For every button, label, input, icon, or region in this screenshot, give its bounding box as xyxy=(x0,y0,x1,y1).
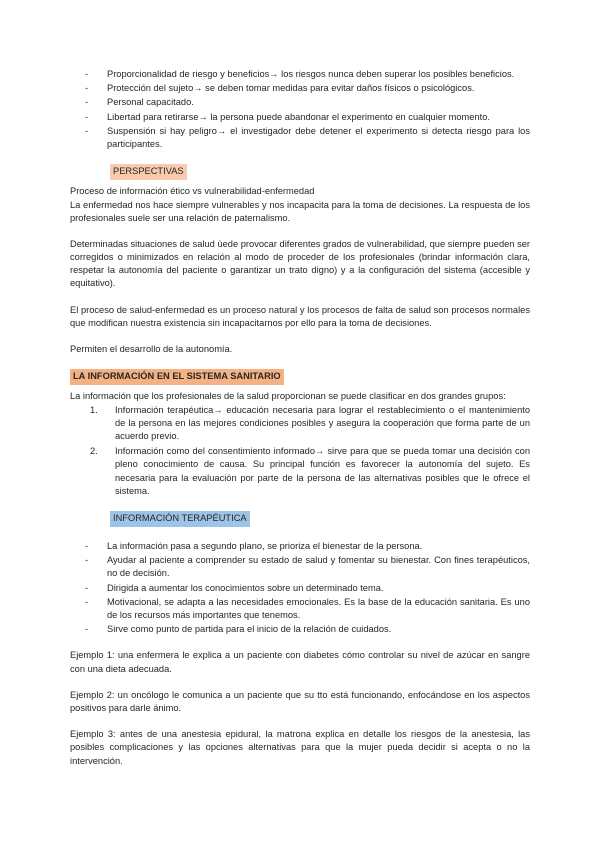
list-item xyxy=(70,623,530,636)
paragraph: Permiten el desarrollo de la autonomía. xyxy=(70,344,233,354)
list-item xyxy=(70,96,530,109)
info-terapeutica-list xyxy=(70,540,530,636)
item-number: 1. xyxy=(90,404,98,415)
list-item-text: Suspensión si hay peligro→ el investigador debe detener el experimento si detecta riesgo para los participantes. xyxy=(107,125,530,149)
list-item xyxy=(70,540,530,553)
list-item-text: Ayudar al paciente a comprender su estado de salud y fomentar su bienestar. Con fines terapéuticos, no de decisión. xyxy=(107,555,530,579)
list-item xyxy=(70,554,530,580)
sistema-sanitario-intro: La información que los profesionales de la salud proporcionan se puede clasificar en dos grandes grupos: xyxy=(70,391,506,402)
numbered-item xyxy=(70,445,530,498)
list-item-text: Protección del sujeto→ se deben tomar medidas para evitar daños físicos o psicológicos. xyxy=(107,83,475,94)
list-item-text: Sirve como punto de partida para el inicio de la relación de cuidados. xyxy=(107,624,392,635)
list-item-text: Libertad para retirarse→ la persona puede abandonar el experimento en cualquier momento. xyxy=(107,111,490,122)
list-item xyxy=(70,82,530,95)
perspectivas-subheading: Proceso de información ético vs vulnerabilidad-enfermedad xyxy=(70,186,315,197)
list-item-text: Motivacional, se adapta a las necesidades emocionales. Es la base de la educación sanitaria. Es uno de los recursos más importantes que tenemos. xyxy=(107,596,530,620)
heading-info-terapeutica: INFORMACIÓN TERAPÉUTICA xyxy=(110,511,250,527)
section-sistema-sanitario-heading-row xyxy=(70,369,530,385)
example-paragraph: Ejemplo 2: un oncólogo le comunica a un paciente que su tto está funcionando, enfocándose en los aspectos positivos para darle ánimo. xyxy=(70,689,530,713)
info-types-list xyxy=(70,404,530,498)
example-paragraph: Ejemplo 3: antes de una anestesia epidural, la matrona explica en detalle los riesgos de la anestesia, las posibles complicaciones y las opciones alternativas para que la mujer pueda decidir si acepta o no la intervención. xyxy=(70,729,530,766)
item-number: 2. xyxy=(90,446,98,457)
list-item-text: Personal capacitado. xyxy=(107,97,194,108)
paragraph: La enfermedad nos hace siempre vulnerables y nos incapacita para la toma de decisiones. La respuesta de los profesionales suele ser una relación de paternalismo. xyxy=(70,199,530,223)
list-item-text: Dirigida a aumentar los conocimientos sobre un determinado tema. xyxy=(107,582,384,593)
numbered-item-text: Información como del consentimiento informado→ sirve para que se pueda tomar una decisión con pleno conocimiento de causa. Su principal función es favorecer la autonomía del sujeto. Es necesaria para la evaluación por parte de la persona de las alternativas posibles que le ofrece el sistema. xyxy=(115,446,530,496)
list-item-text: Proporcionalidad de riesgo y beneficios→ los riesgos nunca deben superar los posibles beneficios. xyxy=(107,69,515,79)
list-item xyxy=(70,68,530,81)
numbered-item xyxy=(70,404,530,444)
list-item xyxy=(70,582,530,595)
paragraph: Determinadas situaciones de salud ùede provocar diferentes grados de vulnerabilidad, que siempre pueden ser corregidos o minimizados en relación al modo de proceder de los profesionales (brindar información clara, respetar la autonomía del paciente o garantizar un trato digno) y a la configuración del sistema (accesible y equitativo). xyxy=(70,238,530,289)
section-info-terapeutica-heading-row xyxy=(110,511,530,527)
paragraph: El proceso de salud-enfermedad es un proceso natural y los procesos de falta de salud son procesos normales que modifican nuestra existencia sin incapacitarnos por ello para la toma de decisiones. xyxy=(70,304,530,328)
heading-perspectivas: PERSPECTIVAS xyxy=(110,164,187,180)
list-item xyxy=(70,596,530,622)
list-item-text: La información pasa a segundo plano, se prioriza el bienestar de la persona. xyxy=(107,541,423,552)
heading-sistema-sanitario: LA INFORMACIÓN EN EL SISTEMA SANITARIO xyxy=(70,369,284,385)
principles-list xyxy=(70,68,530,151)
numbered-item-text: Información terapéutica→ educación necesaria para lograr el restablecimiento o el mantenimiento de la persona en las mejores condiciones posibles y asegura la cooperación que forma parte de un acuerdo previo. xyxy=(115,404,530,441)
section-perspectivas-heading-row xyxy=(110,164,530,180)
list-item xyxy=(70,111,530,124)
list-item xyxy=(70,125,530,151)
example-paragraph: Ejemplo 1: una enfermera le explica a un paciente con diabetes cómo controlar su nivel de azúcar en sangre con una dieta adecuada. xyxy=(70,650,530,674)
